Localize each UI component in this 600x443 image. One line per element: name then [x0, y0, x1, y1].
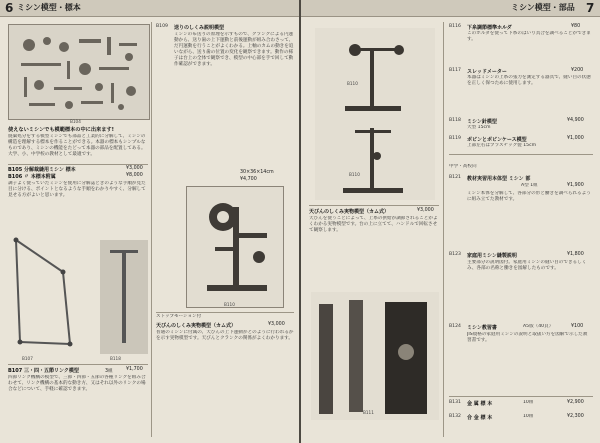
b109-price: ¥4,700 — [240, 177, 257, 182]
parts-illustration — [9, 25, 149, 119]
column-divider — [151, 22, 152, 437]
b124-price: ¥100 — [571, 324, 584, 329]
right-header — [301, 0, 600, 17]
b110-right-label-2: B110 — [349, 172, 360, 177]
b132-title: 合 金 標 本 — [467, 415, 493, 421]
b111-price: ¥3,000 — [417, 208, 434, 213]
right-page-number: 7 — [586, 1, 595, 15]
left-header — [0, 0, 299, 17]
b106-title: B106 〃 本標本附属 — [8, 174, 56, 180]
b110-right-photo-2 — [315, 120, 435, 200]
b107-body: 四節リンク機構の模型で、三節・四節・五節の各種リンクを組み合わせて、リンク機構の基本的な動き方、又はそれ以外のリンクの場合などについて、手軽に確認できます。 — [8, 375, 146, 392]
rule — [8, 364, 148, 365]
b110-right-label: B110 — [347, 81, 358, 86]
b119-code: B119 — [449, 136, 461, 141]
b109-code: B109 — [156, 24, 168, 29]
b131-unit: 10組 — [523, 400, 534, 405]
b118-photo — [100, 240, 148, 354]
b119-price: ¥1,000 — [567, 136, 584, 141]
b123-price: ¥1,800 — [567, 252, 584, 257]
b117-price: ¥200 — [571, 68, 584, 73]
b123-code: B123 — [449, 252, 461, 257]
b104-parts-photo — [8, 24, 150, 120]
b110-body: 普通のミシンに付属の、天びんの上下運動がどのように行われるかを示す実物模型です。天びんとクランクの関係がよくわかります。 — [156, 330, 294, 341]
b106-price: ¥8,000 — [126, 173, 143, 178]
b132-code: B132 — [449, 414, 461, 419]
b117-note: 本器はミシンの上糸の張力を測定する器具で、縫い目の状態を正しく保つために使用します。 — [467, 75, 591, 86]
b124-note: JIS規格の家庭用ミシンの説明と取扱い方を図解で示した教習書です。 — [467, 332, 588, 343]
rule — [449, 396, 593, 397]
b123-note: 主要部分の説明図付。家庭用ミシンの縫い目のできるしくみ、各部の名称と働きを図解したものです。 — [467, 260, 587, 271]
rule — [449, 154, 593, 155]
b117-title: スレッドメーター — [467, 69, 507, 75]
b109-body: ミシンの布送りの原理を示すもので、クランクによる円運動から、送り歯の上下運動と前後運動が組み合わさって、だ円運動を行うことがよくわかる。上軸のカムの動きを追いながら、送り歯の位置の変化を観察できます。動作の様子は台上の全体で観察でき、模型の中心部を手で回して動作確認ができます。 — [174, 32, 294, 67]
b119-title: ボビンとボビンケース模型 — [467, 137, 527, 143]
b104-headline: 使えないミシンでも模範標本の中に出来ます! — [8, 127, 114, 133]
left-header-title: ミシン模型・標本 — [17, 3, 81, 12]
b121-price: ¥1,900 — [567, 183, 584, 188]
b116-price: ¥80 — [571, 24, 581, 29]
b111-parts-photo — [311, 292, 439, 420]
b116-note: このホルダを使って下糸のはいり具合を調べることができます。 — [467, 31, 591, 42]
b107-link-drawing — [8, 232, 78, 358]
b110-title: 天びんのしくみ実物模型（カム式） — [156, 323, 237, 329]
b124-unit: A5版（40頁） — [523, 324, 554, 329]
b111-body: 天びんを使うことによって、上糸の供給が調節されることがよくわかる実物模型です。台の上に立てて、ハンドルで回転させて観察します。 — [309, 216, 438, 233]
b111-fig-label: B111 — [363, 410, 374, 415]
right-header-title: ミシン模型・部品 — [511, 3, 575, 12]
b110-right-photo — [315, 28, 435, 120]
b116-code: B116 — [449, 24, 461, 29]
b110-price: ¥3,000 — [268, 322, 285, 327]
b107-fig-label: B107 — [22, 356, 33, 361]
b118-title: ミシン針模型 — [467, 119, 497, 125]
b111-title: 天びんのしくみ実物模型（カム式） — [309, 209, 390, 215]
treadle-mechanism-illustration — [187, 187, 283, 307]
b121-note: ミシン本体を分解して、各部分の形と働きを調べられるように組み立てた教材です。 — [467, 191, 591, 202]
b109-size: 30×36×14cm — [240, 170, 274, 175]
b110-fig-label: B110 — [224, 302, 235, 307]
b104-label: B104 — [70, 119, 81, 124]
b106-note: 調子よく使っていたミシンを使用に分解誌ときのような手順が見た目に分ける、ポイントとなるような手順をわかりやすく、分解して見せる方がよいと思います。 — [8, 181, 146, 198]
b118-note: 大型 15cm — [467, 125, 491, 130]
left-page-number: 6 — [5, 1, 14, 15]
left-page — [0, 0, 299, 443]
b118-price: ¥4,900 — [567, 118, 584, 123]
b131-title: 金 属 標 本 — [467, 401, 493, 407]
rule — [309, 205, 439, 206]
b121-unit: A型 1組 — [521, 183, 538, 188]
b110-sub: ストップモーション付 — [156, 314, 202, 319]
b124-code: B124 — [449, 324, 461, 329]
rule — [8, 164, 148, 165]
b123-title: 家庭用ミシン縫製説明 — [467, 253, 517, 259]
b118-fig-label: B118 — [110, 356, 121, 361]
b107-price: ¥1,700 — [126, 367, 143, 372]
b107-unit: 3組 — [105, 369, 113, 374]
b110-photo — [186, 186, 284, 308]
b119-note: 上部左右はプラスチック製 15cm — [467, 143, 537, 148]
b104-body: 廃棄処分をする模型ミシンでも部品と工業的に分解して、ミシンの構造を理解する標本を作ることができる。本器の標本もシンプルなものであり、ミシンの機能をたどって本器の部品を配置してある。大学、小、中学校の教材として最適です。 — [8, 134, 146, 157]
b132-price: ¥2,300 — [567, 414, 584, 419]
b117-code: B117 — [449, 68, 461, 73]
b109-title: 送りのしくみ説明模型 — [174, 25, 225, 31]
b107-title: B107 三・四・五節リンク模型 — [8, 368, 79, 374]
b118-code: B118 — [449, 118, 461, 123]
section-head: 中学・高校向 — [449, 164, 477, 169]
right-page — [301, 0, 600, 443]
b105-price: ¥3,000 — [126, 166, 143, 171]
b116-title: 下糸調節標準ホルダ — [467, 25, 512, 31]
b132-unit: 10組 — [523, 414, 534, 419]
column-divider — [443, 22, 444, 437]
b121-title: 教材実習用本体型 ミシン 部 — [467, 176, 531, 182]
b105-title: B105 分解裁縫用ミシン 標本 — [8, 167, 76, 173]
b131-price: ¥2,900 — [567, 400, 584, 405]
b124-title: ミシン教習書 — [467, 325, 497, 331]
rule — [156, 312, 294, 313]
b131-code: B131 — [449, 400, 461, 405]
b121-code: B121 — [449, 175, 461, 180]
